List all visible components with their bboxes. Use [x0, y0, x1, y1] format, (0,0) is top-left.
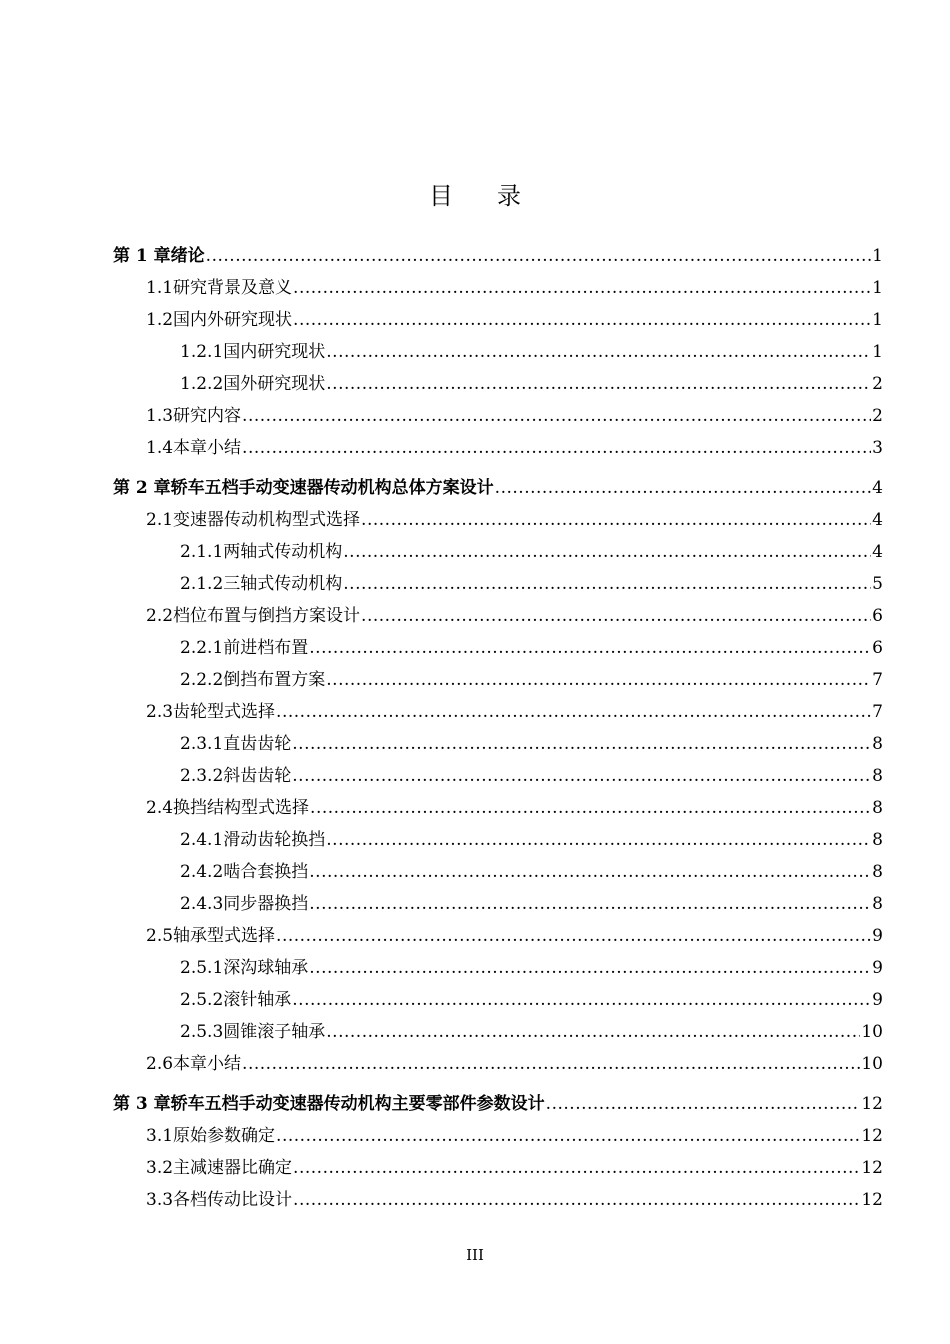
- toc-entry-page: 10: [861, 1022, 883, 1042]
- toc-entry[interactable]: [113, 568, 883, 600]
- toc-entry-number: 2.6: [146, 1054, 174, 1074]
- toc-entry-title: 深沟球轴承: [223, 958, 309, 978]
- toc-entry-page: 7: [872, 670, 883, 690]
- toc-entry-number: 2.5.1: [180, 958, 224, 978]
- toc-entry[interactable]: [113, 536, 883, 568]
- toc-entry[interactable]: [113, 664, 883, 696]
- toc-entry-page: 4: [872, 510, 883, 530]
- page-title: [0, 176, 950, 211]
- toc-entry-page: 5: [872, 574, 883, 594]
- toc-entry-number: 3.3: [146, 1190, 174, 1210]
- toc-dot-leader: [495, 472, 872, 504]
- toc-dot-leader: [293, 304, 871, 336]
- toc-entry-page: 8: [872, 734, 883, 754]
- toc-entry[interactable]: [113, 1016, 883, 1048]
- toc-entry-page: 4: [872, 542, 883, 562]
- toc-dot-leader: [310, 792, 871, 824]
- toc-entry-title: 直齿齿轮: [223, 734, 292, 754]
- toc-entry-page: 1: [872, 246, 883, 266]
- toc-entry-page: 1: [872, 310, 883, 330]
- toc-entry-number: 第 1 章: [113, 246, 171, 266]
- toc-entry-page: 8: [872, 830, 883, 850]
- toc-entry-number: 1.2.1: [180, 342, 224, 362]
- toc-entry-number: 2.1.1: [180, 542, 224, 562]
- toc-entry[interactable]: [113, 1152, 883, 1184]
- toc-entry[interactable]: [113, 336, 883, 368]
- toc-dot-leader: [343, 568, 871, 600]
- toc-dot-leader: [326, 368, 871, 400]
- toc-entry-page: 12: [861, 1158, 883, 1178]
- toc-entry[interactable]: [113, 856, 883, 888]
- toc-entry-page: 3: [872, 438, 883, 458]
- toc-entry-title: 国内外研究现状: [173, 310, 293, 330]
- toc-dot-leader: [276, 696, 871, 728]
- toc-entry-title: 换挡结构型式选择: [173, 798, 310, 818]
- toc-entry-number: 1.2.2: [180, 374, 224, 394]
- toc-entry[interactable]: [113, 1048, 883, 1080]
- toc-entry-number: 2.5.2: [180, 990, 224, 1010]
- toc-entry-page: 12: [861, 1190, 883, 1210]
- toc-entry-page: 1: [872, 342, 883, 362]
- toc-entry-page: 6: [872, 606, 883, 626]
- toc-entry-number: 2.2: [146, 606, 174, 626]
- toc-entry[interactable]: [113, 632, 883, 664]
- toc-entry-page: 10: [861, 1054, 883, 1074]
- toc-entry-number: 2.5.3: [180, 1022, 224, 1042]
- toc-entry[interactable]: [113, 824, 883, 856]
- toc-entry-title: 国内研究现状: [223, 342, 326, 362]
- toc-entry[interactable]: [113, 432, 883, 464]
- toc-entry-title: 本章小结: [173, 438, 242, 458]
- toc-entry[interactable]: [113, 984, 883, 1016]
- toc-dot-leader: [242, 432, 871, 464]
- toc-entry-number: 2.1: [146, 510, 174, 530]
- toc-entry-title: 滑动齿轮换挡: [223, 830, 326, 850]
- toc-entry[interactable]: [113, 504, 883, 536]
- toc-chapter-entry[interactable]: [113, 240, 883, 272]
- toc-entry-title: 圆锥滚子轴承: [223, 1022, 326, 1042]
- toc-entry-title: 齿轮型式选择: [173, 702, 276, 722]
- toc-entry-title: 档位布置与倒挡方案设计: [173, 606, 361, 626]
- toc-dot-leader: [276, 920, 871, 952]
- page-title-char-1: 目: [429, 182, 453, 210]
- toc-entry-page: 9: [872, 958, 883, 978]
- toc-entry[interactable]: [113, 400, 883, 432]
- toc-entry-title: 轿车五档手动变速器传动机构主要零部件参数设计: [170, 1094, 545, 1114]
- toc-entry-title: 国外研究现状: [223, 374, 326, 394]
- toc-entry-number: 1.4: [146, 438, 174, 458]
- toc-entry-number: 2.4.1: [180, 830, 224, 850]
- toc-entry-number: 2.4: [146, 798, 174, 818]
- toc-dot-leader: [361, 504, 871, 536]
- toc-entry-title: 研究背景及意义: [173, 278, 293, 298]
- toc-entry-number: 2.4.3: [180, 894, 224, 914]
- toc-entry-page: 7: [872, 702, 883, 722]
- toc-entry-number: 1.2: [146, 310, 174, 330]
- toc-entry-number: 第 2 章: [113, 478, 171, 498]
- toc-entry-number: 2.3.2: [180, 766, 224, 786]
- toc-entry-number: 第 3 章: [113, 1094, 171, 1114]
- toc-entry-title: 本章小结: [173, 1054, 242, 1074]
- toc-entry-page: 8: [872, 862, 883, 882]
- toc-entry-page: 8: [872, 894, 883, 914]
- toc-entry-number: 3.2: [146, 1158, 174, 1178]
- toc-entry-title: 各档传动比设计: [173, 1190, 293, 1210]
- toc-entry[interactable]: [113, 696, 883, 728]
- toc-entry-number: 2.3.1: [180, 734, 224, 754]
- toc-entry-page: 6: [872, 638, 883, 658]
- toc-entry-number: 2.2.1: [180, 638, 224, 658]
- page-title-char-2: 录: [497, 182, 521, 210]
- toc-entry[interactable]: [113, 952, 883, 984]
- toc-dot-leader: [326, 336, 871, 368]
- toc-entry-page: 2: [872, 374, 883, 394]
- toc-dot-leader: [309, 888, 871, 920]
- toc-dot-leader: [309, 856, 871, 888]
- toc-dot-leader: [326, 1016, 860, 1048]
- toc-entry-title: 绪论: [170, 246, 205, 266]
- toc-entry-number: 1.3: [146, 406, 174, 426]
- toc-entry-number: 2.5: [146, 926, 174, 946]
- toc-entry-page: 12: [861, 1094, 883, 1114]
- toc-entry[interactable]: [113, 920, 883, 952]
- toc-entry-title: 主减速器比确定: [173, 1158, 293, 1178]
- toc-entry-page: 9: [872, 990, 883, 1010]
- toc-dot-leader: [546, 1088, 861, 1120]
- toc-entry[interactable]: [113, 304, 883, 336]
- toc-entry-number: 2.4.2: [180, 862, 224, 882]
- toc-entry[interactable]: [113, 600, 883, 632]
- toc-entry-page: 8: [872, 766, 883, 786]
- table-of-contents: [113, 240, 883, 1216]
- toc-entry[interactable]: [113, 728, 883, 760]
- toc-dot-leader: [309, 632, 871, 664]
- toc-entry-title: 斜齿齿轮: [223, 766, 292, 786]
- toc-dot-leader: [206, 240, 872, 272]
- toc-entry-page: 8: [872, 798, 883, 818]
- toc-entry-title: 倒挡布置方案: [223, 670, 326, 690]
- toc-entry-title: 同步器换挡: [223, 894, 309, 914]
- toc-entry-page: 4: [872, 478, 883, 498]
- toc-dot-leader: [293, 1184, 860, 1216]
- toc-entry-number: 2.1.2: [180, 574, 224, 594]
- toc-dot-leader: [276, 1120, 860, 1152]
- toc-dot-leader: [326, 824, 871, 856]
- toc-entry[interactable]: [113, 760, 883, 792]
- toc-dot-leader: [292, 728, 871, 760]
- toc-entry-title: 滚针轴承: [223, 990, 292, 1010]
- toc-entry[interactable]: [113, 888, 883, 920]
- toc-entry-number: 1.1: [146, 278, 174, 298]
- toc-entry-number: 2.3: [146, 702, 174, 722]
- toc-chapter-entry[interactable]: [113, 1088, 883, 1120]
- toc-entry[interactable]: [113, 272, 883, 304]
- toc-dot-leader: [293, 272, 871, 304]
- toc-dot-leader: [292, 760, 871, 792]
- toc-entry[interactable]: [113, 1120, 883, 1152]
- toc-entry-title: 三轴式传动机构: [223, 574, 343, 594]
- toc-entry-page: 1: [872, 278, 883, 298]
- toc-entry-number: 3.1: [146, 1126, 174, 1146]
- toc-entry-title: 原始参数确定: [173, 1126, 276, 1146]
- toc-dot-leader: [242, 1048, 860, 1080]
- toc-entry-title: 啮合套换挡: [223, 862, 309, 882]
- toc-entry-page: 9: [872, 926, 883, 946]
- toc-dot-leader: [309, 952, 871, 984]
- toc-entry-title: 研究内容: [173, 406, 242, 426]
- toc-entry-title: 轴承型式选择: [173, 926, 276, 946]
- toc-entry-title: 前进档布置: [223, 638, 309, 658]
- toc-entry[interactable]: [113, 1184, 883, 1216]
- toc-entry-title: 变速器传动机构型式选择: [173, 510, 361, 530]
- toc-entry[interactable]: [113, 368, 883, 400]
- toc-entry-page: 12: [861, 1126, 883, 1146]
- toc-dot-leader: [293, 1152, 860, 1184]
- toc-entry-page: 2: [872, 406, 883, 426]
- toc-dot-leader: [242, 400, 871, 432]
- toc-chapter-entry[interactable]: [113, 472, 883, 504]
- toc-entry-number: 2.2.2: [180, 670, 224, 690]
- toc-entry-title: 两轴式传动机构: [223, 542, 343, 562]
- toc-dot-leader: [361, 600, 871, 632]
- toc-dot-leader: [292, 984, 871, 1016]
- page-number-footer: III: [466, 1246, 484, 1264]
- toc-dot-leader: [343, 536, 871, 568]
- toc-entry-title: 轿车五档手动变速器传动机构总体方案设计: [170, 478, 494, 498]
- toc-entry[interactable]: [113, 792, 883, 824]
- toc-dot-leader: [326, 664, 871, 696]
